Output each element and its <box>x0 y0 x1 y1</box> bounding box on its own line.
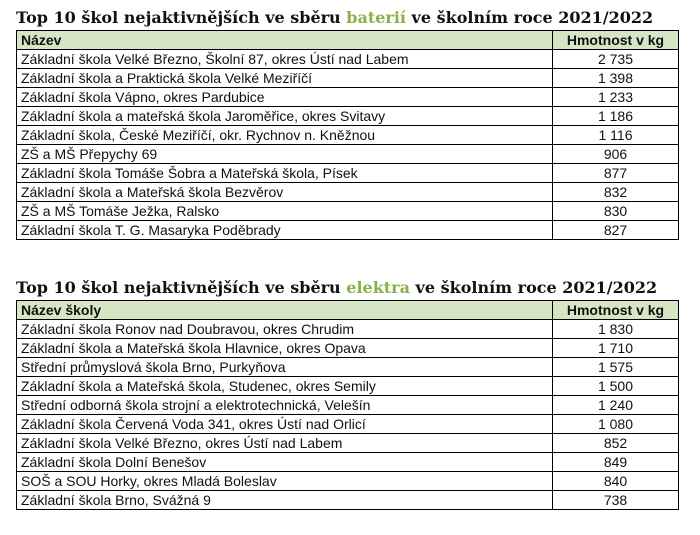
school-name-cell: Základní škola a Mateřská škola, Studenec, okres Semily <box>17 377 553 396</box>
school-name-cell: Základní škola a Mateřská škola Bezvěrov <box>17 183 553 202</box>
electro-table <box>16 300 679 510</box>
table-row <box>17 145 679 164</box>
weight-cell: 906 <box>553 145 679 164</box>
school-name-cell: Základní škola a mateřská škola Jaroměřice, okres Svitavy <box>17 107 553 126</box>
table-row <box>17 107 679 126</box>
batteries-title <box>16 6 678 30</box>
school-name-cell: Základní škola Ronov nad Doubravou, okres Chrudim <box>17 320 553 339</box>
weight-cell: 1 116 <box>553 126 679 145</box>
weight-cell: 1 710 <box>553 339 679 358</box>
weight-cell: 840 <box>553 472 679 491</box>
school-name-cell: Základní škola Velké Březno, Školní 87, okres Ústí nad Labem <box>17 50 553 69</box>
weight-cell: 827 <box>553 221 679 240</box>
weight-cell: 1 080 <box>553 415 679 434</box>
school-name-cell: Základní škola a Mateřská škola Hlavnice, okres Opava <box>17 339 553 358</box>
table-row <box>17 434 679 453</box>
weight-cell: 1 240 <box>553 396 679 415</box>
weight-cell: 1 500 <box>553 377 679 396</box>
table-row <box>17 339 679 358</box>
school-name-cell: Základní škola a Praktická škola Velké Meziříčí <box>17 69 553 88</box>
weight-cell: 1 398 <box>553 69 679 88</box>
electro-header-row <box>17 301 679 320</box>
batteries-section <box>16 6 678 240</box>
school-name-cell: Základní škola Červená Voda 341, okres Ústí nad Orlicí <box>17 415 553 434</box>
batteries-title-text: Top 10 škol nejaktivnějších ve sběru <box>16 8 347 27</box>
school-name-cell: ZŠ a MŠ Tomáše Ježka, Ralsko <box>17 202 553 221</box>
school-name-cell: Základní škola Vápno, okres Pardubice <box>17 88 553 107</box>
school-name-cell: Střední průmyslová škola Brno, Purkyňova <box>17 358 553 377</box>
weight-cell: 852 <box>553 434 679 453</box>
table-row <box>17 183 679 202</box>
batteries-table <box>16 30 679 240</box>
table-row <box>17 202 679 221</box>
weight-cell: 849 <box>553 453 679 472</box>
weight-cell: 1 186 <box>553 107 679 126</box>
table-row <box>17 50 679 69</box>
school-name-cell: Střední odborná škola strojní a elektrotechnická, Velešín <box>17 396 553 415</box>
table-row <box>17 472 679 491</box>
batteries-title-suffix: ve školním roce 2021/2022 <box>405 8 654 27</box>
table-row <box>17 69 679 88</box>
column-header-weight: Hmotnost v kg <box>553 31 679 50</box>
weight-cell: 2 735 <box>553 50 679 69</box>
table-row <box>17 377 679 396</box>
table-row <box>17 453 679 472</box>
electro-title-suffix: ve školním roce 2021/2022 <box>409 278 658 297</box>
weight-cell: 738 <box>553 491 679 510</box>
electro-title-text: Top 10 škol nejaktivnějších ve sběru <box>16 278 347 297</box>
table-row <box>17 358 679 377</box>
table-row <box>17 164 679 183</box>
school-name-cell: Základní škola Velké Březno, okres Ústí nad Labem <box>17 434 553 453</box>
batteries-title-highlight: baterií <box>346 8 406 27</box>
column-header-name: Název školy <box>17 301 553 320</box>
weight-cell: 1 233 <box>553 88 679 107</box>
table-row <box>17 126 679 145</box>
table-row <box>17 396 679 415</box>
table-row <box>17 221 679 240</box>
weight-cell: 1 575 <box>553 358 679 377</box>
column-header-name: Název <box>17 31 553 50</box>
school-name-cell: ZŠ a MŠ Přepychy 69 <box>17 145 553 164</box>
table-row <box>17 415 679 434</box>
table-row <box>17 320 679 339</box>
weight-cell: 830 <box>553 202 679 221</box>
school-name-cell: SOŠ a SOU Horky, okres Mladá Boleslav <box>17 472 553 491</box>
batteries-header-row <box>17 31 679 50</box>
electro-title <box>16 276 678 300</box>
weight-cell: 1 830 <box>553 320 679 339</box>
weight-cell: 832 <box>553 183 679 202</box>
weight-cell: 877 <box>553 164 679 183</box>
school-name-cell: Základní škola Dolní Benešov <box>17 453 553 472</box>
electro-title-highlight: elektra <box>346 278 410 297</box>
table-row <box>17 491 679 510</box>
school-name-cell: Základní škola Brno, Svážná 9 <box>17 491 553 510</box>
school-name-cell: Základní škola T. G. Masaryka Poděbrady <box>17 221 553 240</box>
electro-section <box>16 276 678 510</box>
school-name-cell: Základní škola, České Meziříčí, okr. Rychnov n. Kněžnou <box>17 126 553 145</box>
school-name-cell: Základní škola Tomáše Šobra a Mateřská škola, Písek <box>17 164 553 183</box>
table-row <box>17 88 679 107</box>
column-header-weight: Hmotnost v kg <box>553 301 679 320</box>
